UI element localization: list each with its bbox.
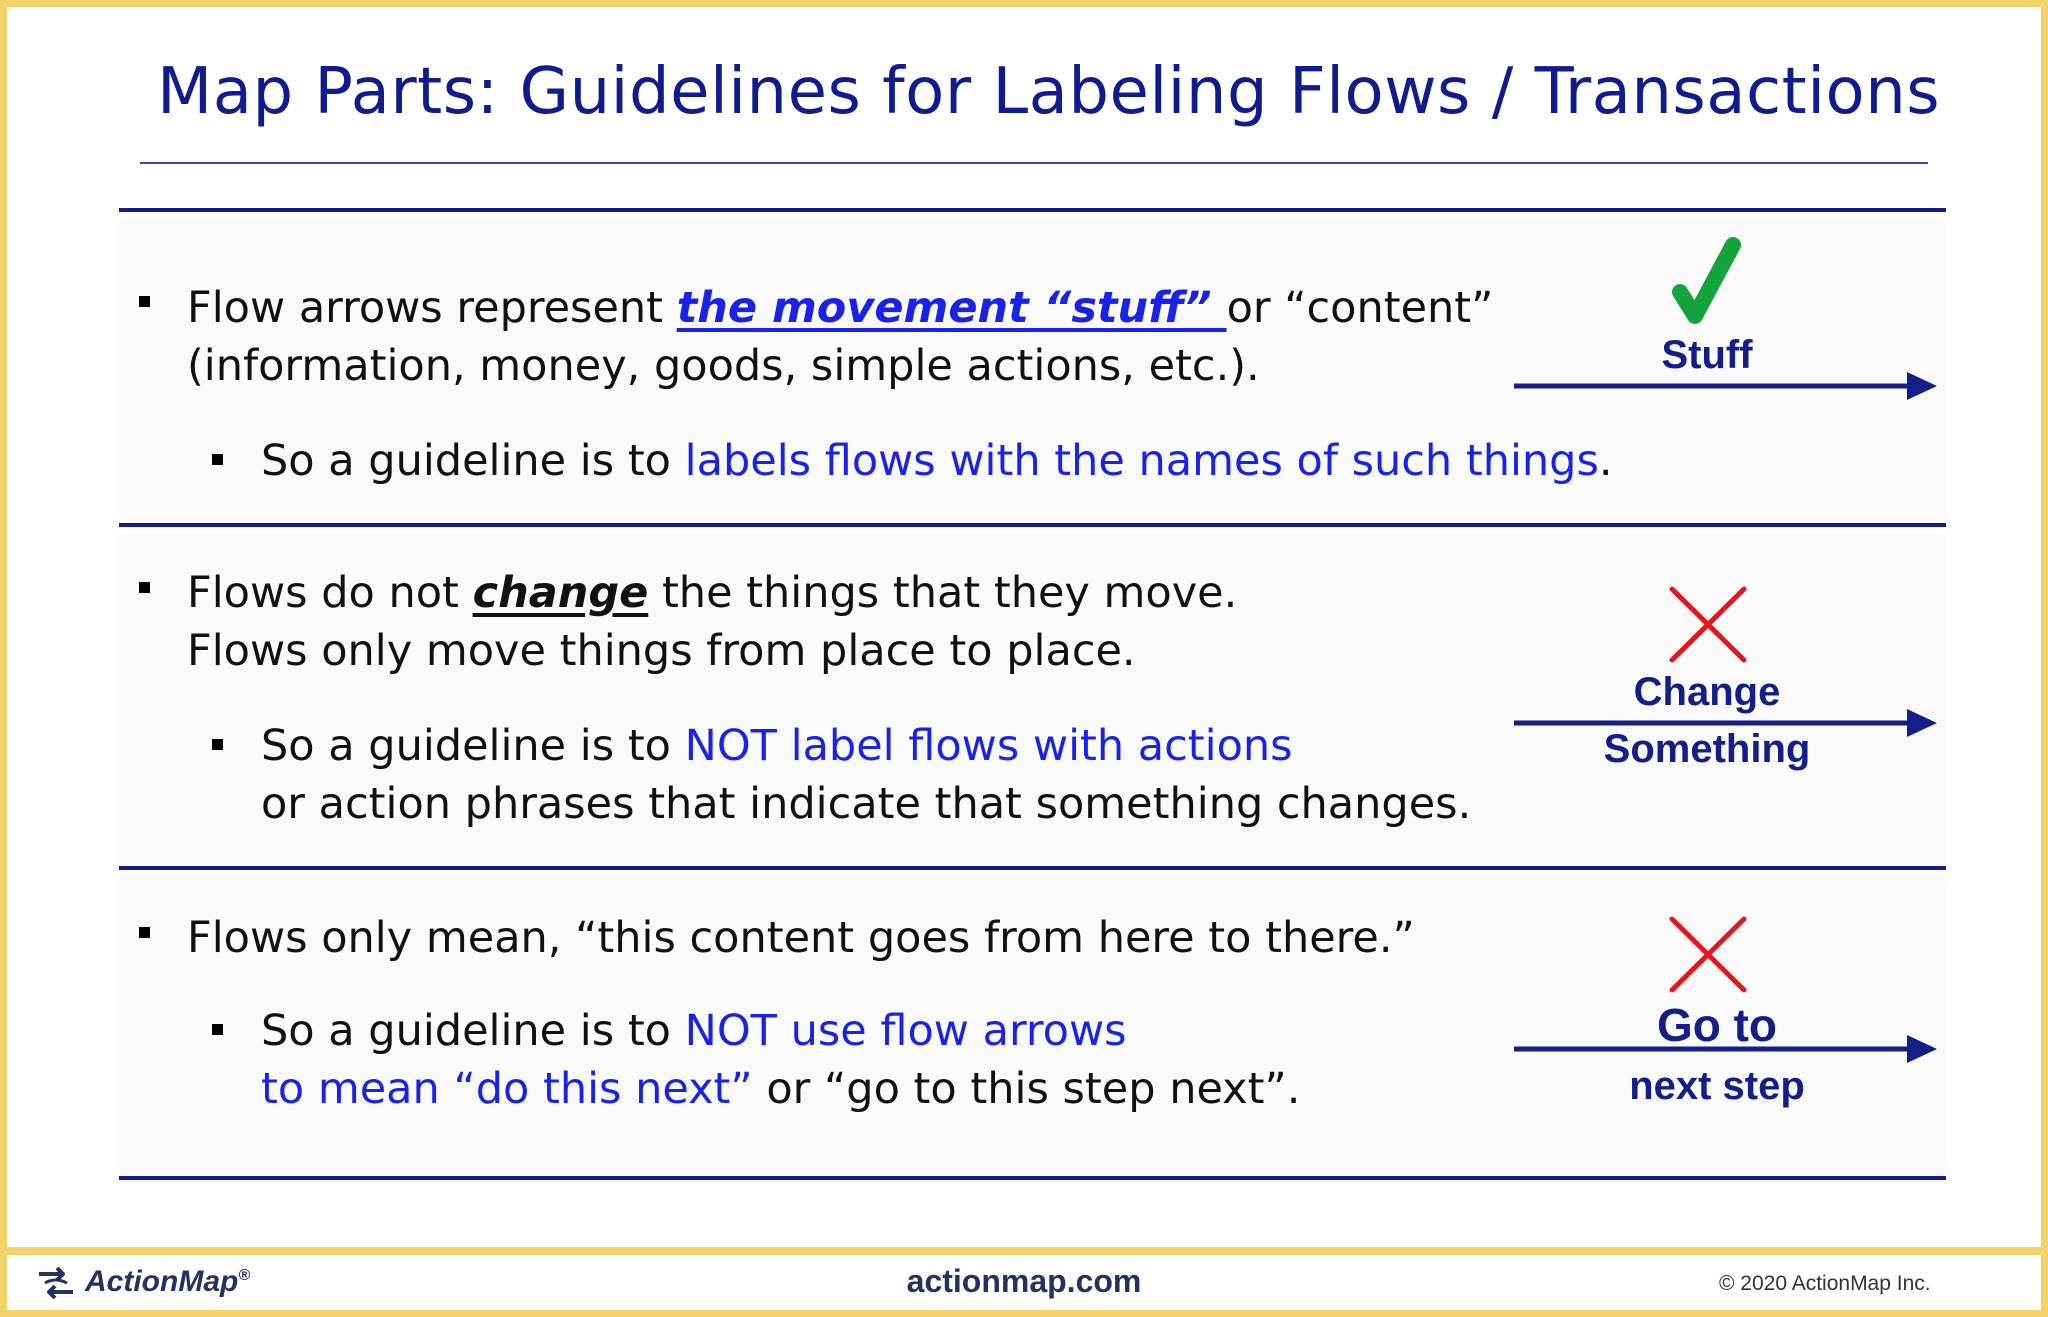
flow-label-something: Something [1603, 727, 1811, 771]
guideline-prefix: So a guideline is to [261, 721, 685, 771]
sub-bullet-marker [212, 739, 223, 750]
go-to-next-step-diagram [1507, 912, 1947, 1127]
section-3-guideline [261, 1002, 1127, 1060]
guideline-highlight: labels flows with the names of such things [684, 436, 1599, 486]
footer-site-link[interactable]: actionmap.com [906, 1263, 1142, 1299]
section-1-line-2: (information, money, goods, simple actions, etc.). [187, 341, 1260, 391]
footer-logo-text: ActionMap [85, 1265, 239, 1298]
section-3-line-1: Flows only mean, “this content goes from here to there.” [187, 913, 1415, 963]
section-2-text: Flows do not [187, 568, 473, 618]
section-1-text: Flow arrows represent [187, 283, 677, 333]
guideline-prefix: So a guideline is to [261, 436, 685, 486]
footer-copyright: © 2020 ActionMap Inc. [1719, 1272, 1931, 1295]
flow-label-change: Change [1633, 670, 1781, 714]
guideline-highlight-2: to mean “do this next” [261, 1064, 753, 1114]
section-2-line-1 [187, 564, 1237, 622]
sub-bullet-marker [212, 1024, 223, 1035]
section-1-line-1 [187, 279, 1493, 337]
cross-icon [1672, 589, 1744, 660]
footer [7, 1255, 2041, 1310]
section-1-emphasis: the movement “stuff” [676, 283, 1227, 333]
guideline-highlight: NOT use flow arrows [684, 1006, 1127, 1056]
flow-label-go-to: Go to [1656, 999, 1778, 1051]
section-2-guideline [261, 717, 1293, 775]
bullet-marker [139, 582, 150, 593]
section-2-emphasis: change [472, 568, 649, 618]
guideline-prefix: So a guideline is to [261, 1006, 685, 1056]
flow-arrowhead [1907, 372, 1937, 400]
title-underline [140, 162, 1928, 164]
section-3-guideline-line-2 [261, 1060, 1300, 1118]
slide [7, 7, 2041, 1247]
guideline-highlight: NOT label flows with actions [684, 721, 1293, 771]
section-2-line-2: Flows only move things from place to place. [187, 626, 1136, 676]
guideline-end: or “go to this step next”. [752, 1064, 1301, 1114]
stuff-flow-diagram [1507, 237, 1947, 417]
section-2-text-end: the things that they move. [648, 568, 1238, 618]
section-divider-top [119, 208, 1946, 212]
section-divider-bottom [119, 1176, 1946, 1180]
bullet-marker [139, 296, 150, 307]
page-title: Map Parts: Guidelines for Labeling Flows / Transactions [157, 55, 1941, 129]
section-1-text-end: or “content” [1226, 283, 1494, 333]
flow-arrowhead [1907, 709, 1937, 737]
cross-icon [1672, 919, 1744, 990]
flow-label-stuff: Stuff [1661, 333, 1753, 377]
flow-label-next-step: next step [1629, 1064, 1805, 1108]
section-1-guideline [261, 432, 1613, 490]
section-divider-1 [119, 523, 1946, 527]
registered-mark: ® [238, 1267, 251, 1284]
section-divider-2 [119, 866, 1946, 870]
bullet-marker [139, 927, 150, 938]
guideline-end: . [1598, 436, 1613, 486]
change-flow-diagram [1507, 582, 1947, 797]
sub-bullet-marker [212, 454, 223, 465]
section-2-guideline-line-2: or action phrases that indicate that something changes. [261, 779, 1472, 829]
checkmark-icon [1680, 245, 1733, 316]
flow-arrowhead [1907, 1035, 1937, 1063]
stuff-flow-svg [1507, 237, 1947, 417]
